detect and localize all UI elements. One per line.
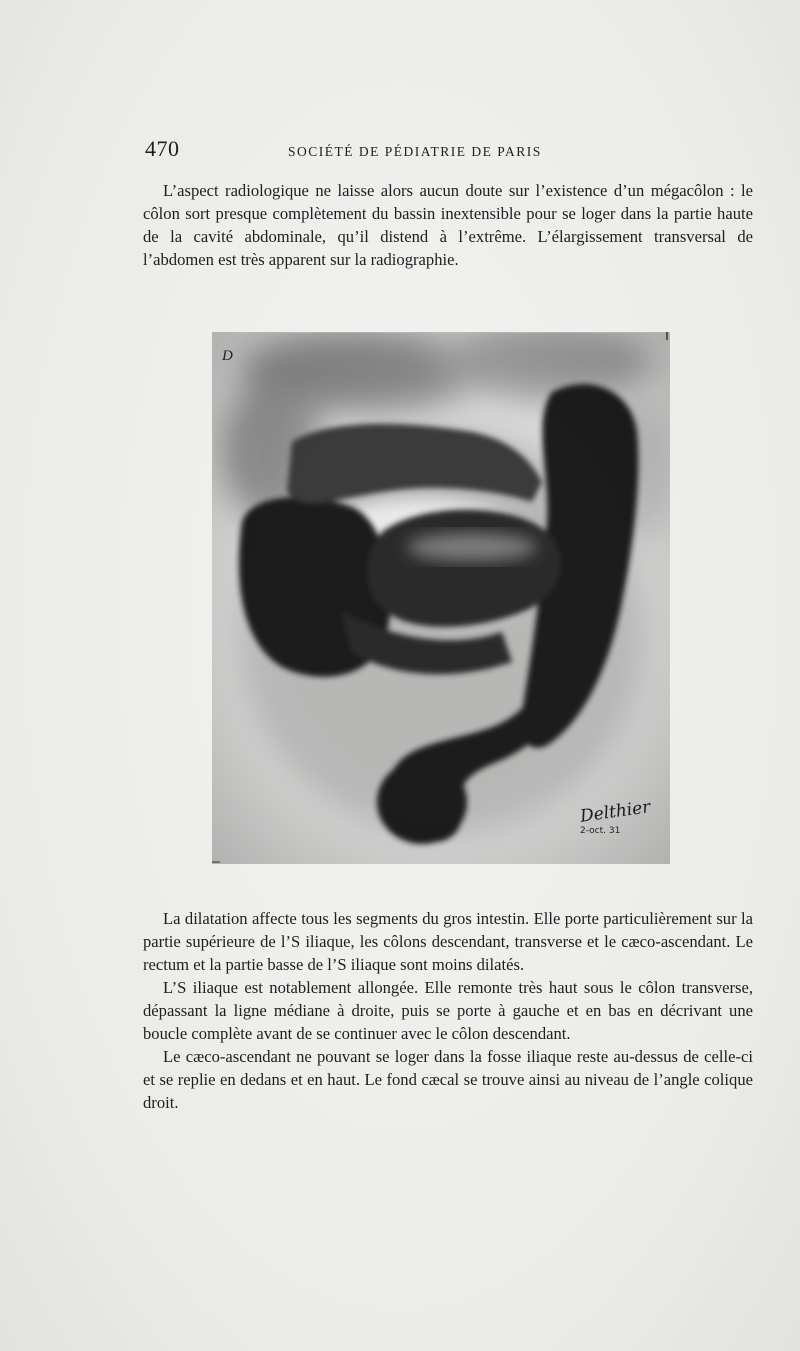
radiologist-signature: Delthier xyxy=(578,797,652,827)
paragraph: Le cæco-ascendant ne pouvant se loger dans la fosse iliaque reste au-dessus de celle-ci et se replie en dedans et en haut. Le fond cæcal se trouve ainsi au niveau de l’angle colique droit. xyxy=(143,1047,753,1112)
side-marker-label: D xyxy=(222,348,233,364)
radiograph-date: 2-oct. 31 xyxy=(580,826,621,836)
page-header xyxy=(145,136,665,164)
page-number: 470 xyxy=(145,136,180,161)
paragraph: L’aspect radiologique ne laisse alors aucun doute sur l’existence d’un mégacôlon : le côlon sort presque complètement du bassin inextensible pour se loger dans la partie haute de la cavité abdominale, qu’il distend à l’extrême. L’élargissement transversal de l’abdomen est très apparent sur la radiographie. xyxy=(143,181,753,269)
analysis-paragraphs xyxy=(143,907,753,1114)
x-ray-image xyxy=(212,332,670,864)
paragraph: L’S iliaque est notablement allongée. Elle remonte très haut sous le côlon transverse, dépassant la ligne médiane à droite, puis se porte à gauche et en bas en décrivant une boucle complète avant de se continuer avec le côlon descendant. xyxy=(143,978,753,1043)
running-head: SOCIÉTÉ DE PÉDIATRIE DE PARIS xyxy=(288,144,542,159)
intro-paragraphs xyxy=(143,179,753,271)
radiograph-figure xyxy=(212,332,670,864)
paragraph: La dilatation affecte tous les segments du gros intestin. Elle porte particulièrement sur la partie supérieure de l’S iliaque, les côlons descendant, transverse et le cæco-ascendant. Le rectum et la partie basse de l’S iliaque sont moins dilatés. xyxy=(143,909,753,974)
